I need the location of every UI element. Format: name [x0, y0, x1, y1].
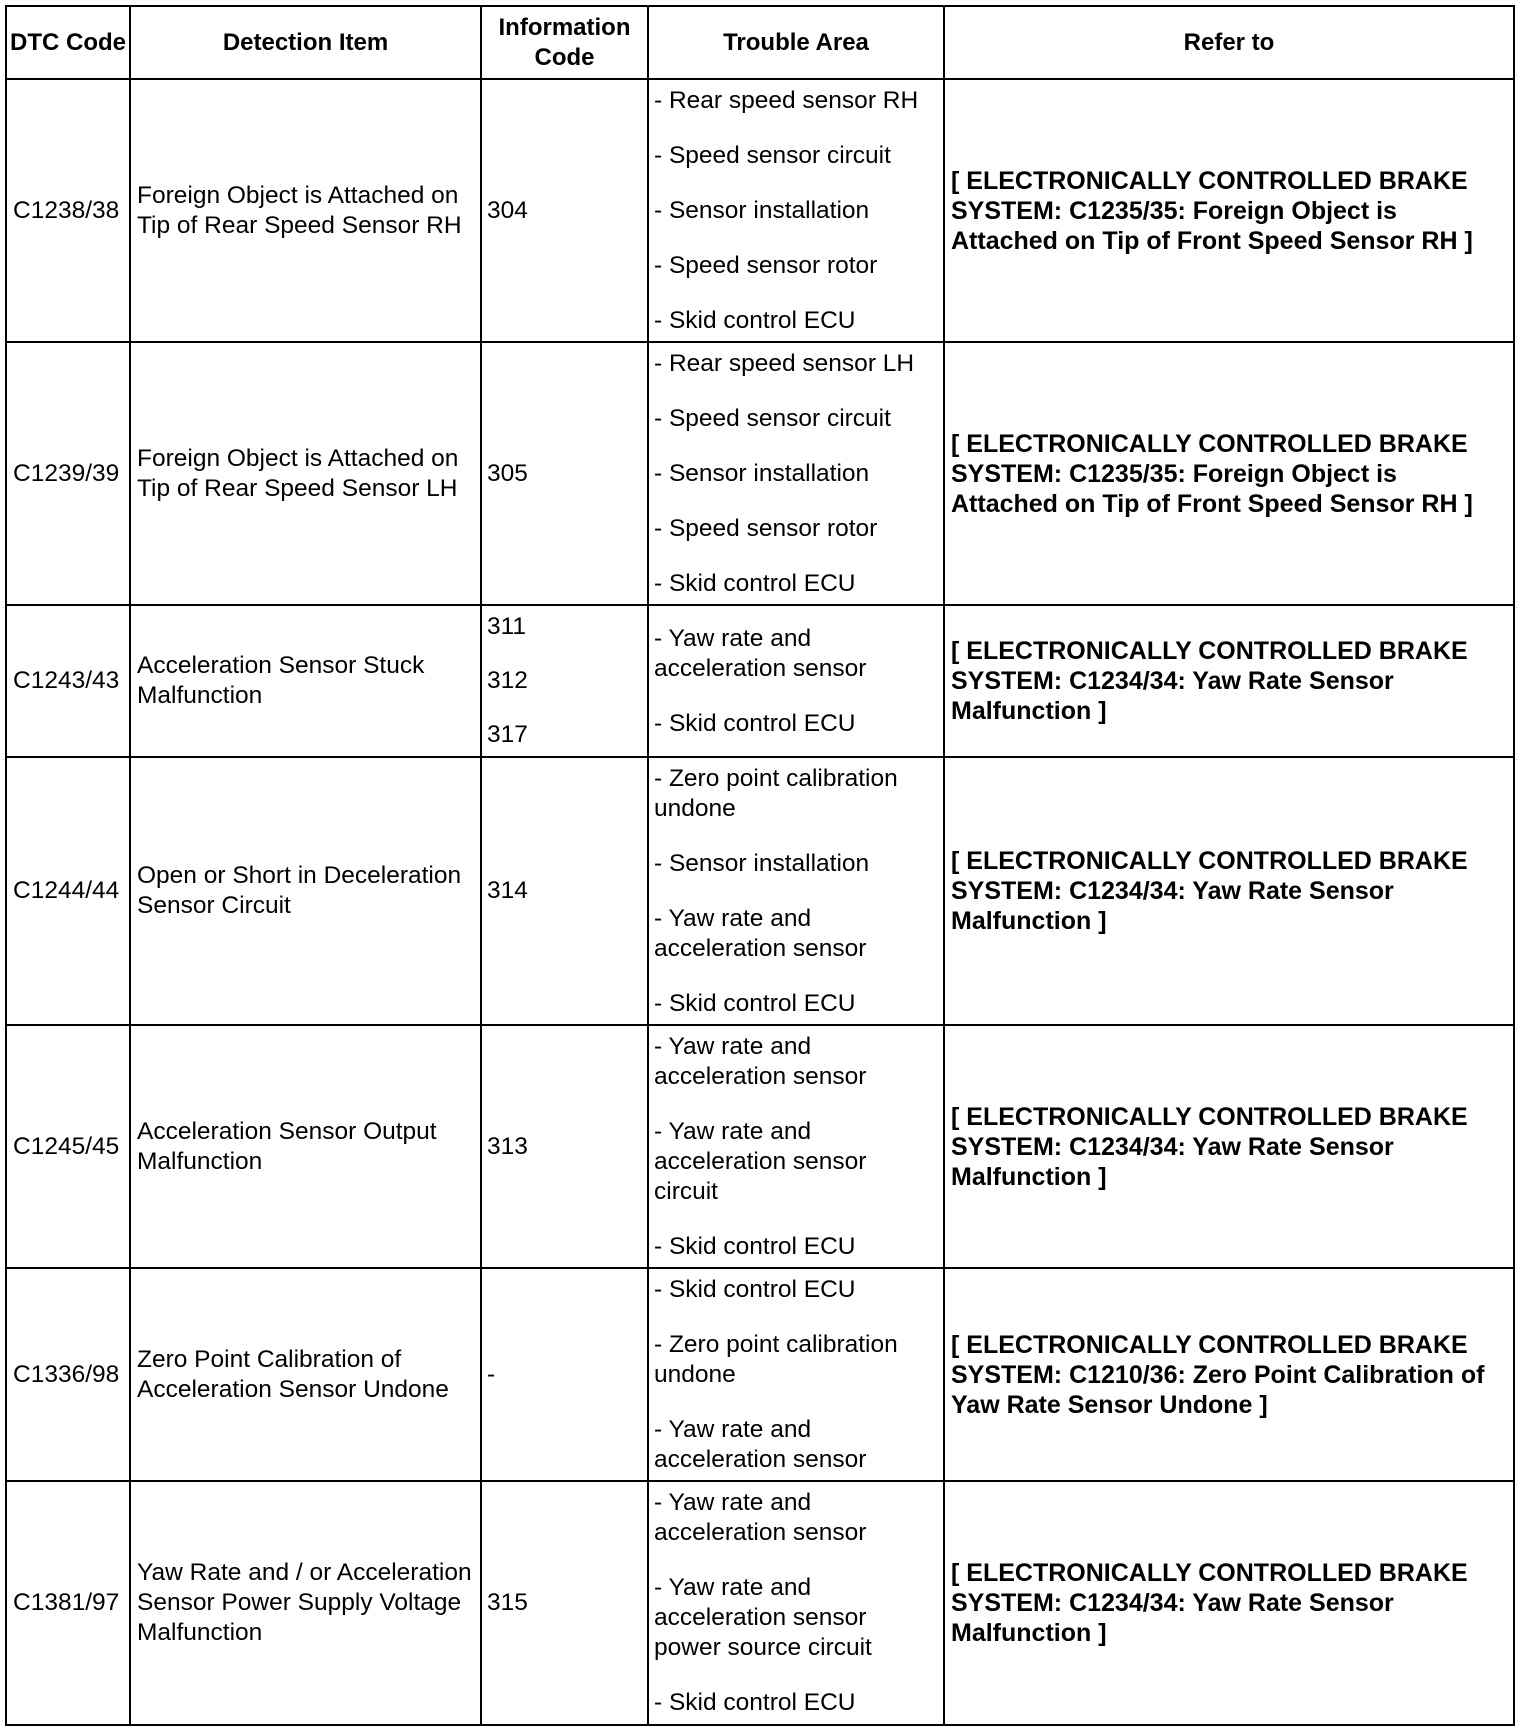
detection-item-cell: Acceleration Sensor Output Malfunction — [130, 1025, 481, 1268]
trouble-area-item: - Yaw rate and acceleration sensor — [654, 1489, 867, 1546]
header-refer-to: Refer to — [944, 6, 1514, 79]
detection-item-cell: Acceleration Sensor Stuck Malfunction — [130, 605, 481, 757]
header-detection-item: Detection Item — [130, 6, 481, 79]
trouble-area-item: - Skid control ECU — [654, 989, 856, 1017]
refer-to-cell: [ ELECTRONICALLY CONTROLLED BRAKE SYSTEM: C1210/36: Zero Point Calibration of Yaw Rate Sensor Undone ] — [944, 1268, 1514, 1481]
refer-to-cell: [ ELECTRONICALLY CONTROLLED BRAKE SYSTEM: C1235/35: Foreign Object is Attached on Tip of Front Speed Sensor RH ] — [944, 79, 1514, 342]
information-code: - — [487, 1360, 496, 1388]
information-code-cell — [481, 605, 648, 757]
trouble-area-item: - Zero point calibration undone — [654, 1330, 898, 1388]
trouble-area-item: - Sensor installation — [654, 459, 870, 487]
refer-to-cell: [ ELECTRONICALLY CONTROLLED BRAKE SYSTEM: C1235/35: Foreign Object is Attached on Tip of Front Speed Sensor RH ] — [944, 342, 1514, 605]
trouble-area-cell — [648, 1481, 944, 1725]
trouble-area-item: - Yaw rate and acceleration sensor — [654, 1032, 867, 1090]
table-row — [6, 342, 1514, 605]
trouble-area-cell — [648, 757, 944, 1025]
header-row — [6, 6, 1514, 79]
header-dtc-code: DTC Code — [6, 6, 130, 79]
table-row — [6, 1268, 1514, 1481]
dtc-table — [5, 5, 1515, 1726]
information-code-cell — [481, 1481, 648, 1725]
refer-to-cell: [ ELECTRONICALLY CONTROLLED BRAKE SYSTEM: C1234/34: Yaw Rate Sensor Malfunction ] — [944, 1481, 1514, 1725]
trouble-area-item: - Speed sensor rotor — [654, 251, 878, 279]
detection-item-cell: Yaw Rate and / or Acceleration Sensor Power Supply Voltage Malfunction — [130, 1481, 481, 1725]
trouble-area-item: - Skid control ECU — [654, 1232, 856, 1260]
table-row — [6, 1481, 1514, 1725]
trouble-area-item: - Rear speed sensor LH — [654, 349, 915, 377]
trouble-area-item: - Speed sensor circuit — [654, 141, 891, 169]
information-code: 315 — [487, 1589, 528, 1616]
table-row — [6, 79, 1514, 342]
trouble-area-cell — [648, 79, 944, 342]
detection-item-cell: Foreign Object is Attached on Tip of Rear Speed Sensor RH — [130, 79, 481, 342]
trouble-area-item: - Yaw rate and acceleration sensor — [654, 624, 867, 682]
information-code-cell — [481, 1025, 648, 1268]
information-code: 317 — [487, 721, 528, 748]
dtc-code-cell: C1245/45 — [6, 1025, 130, 1268]
detection-item-cell: Zero Point Calibration of Acceleration Sensor Undone — [130, 1268, 481, 1481]
table-row — [6, 605, 1514, 757]
trouble-area-cell — [648, 1268, 944, 1481]
trouble-area-item: - Rear speed sensor RH — [654, 86, 919, 114]
information-code: 312 — [487, 667, 528, 694]
information-code: 313 — [487, 1132, 528, 1160]
information-code: 304 — [487, 196, 528, 224]
trouble-area-item: - Yaw rate and acceleration sensor — [654, 1415, 867, 1473]
dtc-code-cell: C1244/44 — [6, 757, 130, 1025]
trouble-area-item: - Yaw rate and acceleration sensor — [654, 904, 867, 962]
trouble-area-item: - Yaw rate and acceleration sensor power source circuit — [654, 1574, 872, 1661]
header-information-code: Information Code — [481, 6, 648, 79]
trouble-area-item: - Skid control ECU — [654, 709, 856, 737]
dtc-table-container — [5, 5, 1513, 1726]
trouble-area-item: - Speed sensor circuit — [654, 404, 891, 432]
refer-to-cell: [ ELECTRONICALLY CONTROLLED BRAKE SYSTEM: C1234/34: Yaw Rate Sensor Malfunction ] — [944, 757, 1514, 1025]
trouble-area-item: - Sensor installation — [654, 849, 870, 877]
information-code: 311 — [487, 613, 527, 640]
trouble-area-item: - Skid control ECU — [654, 569, 856, 597]
refer-to-cell: [ ELECTRONICALLY CONTROLLED BRAKE SYSTEM: C1234/34: Yaw Rate Sensor Malfunction ] — [944, 1025, 1514, 1268]
dtc-code-cell: C1243/43 — [6, 605, 130, 757]
trouble-area-item: - Speed sensor rotor — [654, 514, 878, 542]
information-code-cell — [481, 79, 648, 342]
refer-to-cell: [ ELECTRONICALLY CONTROLLED BRAKE SYSTEM: C1234/34: Yaw Rate Sensor Malfunction ] — [944, 605, 1514, 757]
table-row — [6, 757, 1514, 1025]
information-code: 314 — [487, 877, 528, 904]
header-trouble-area: Trouble Area — [648, 6, 944, 79]
trouble-area-cell — [648, 342, 944, 605]
trouble-area-item: - Skid control ECU — [654, 1689, 856, 1716]
dtc-code-cell: C1381/97 — [6, 1481, 130, 1725]
trouble-area-cell — [648, 1025, 944, 1268]
information-code-cell — [481, 757, 648, 1025]
detection-item-cell: Foreign Object is Attached on Tip of Rear Speed Sensor LH — [130, 342, 481, 605]
trouble-area-item: - Skid control ECU — [654, 306, 856, 334]
trouble-area-item: - Sensor installation — [654, 196, 870, 224]
trouble-area-item: - Skid control ECU — [654, 1275, 856, 1303]
information-code-cell — [481, 342, 648, 605]
dtc-code-cell: C1239/39 — [6, 342, 130, 605]
detection-item-cell: Open or Short in Deceleration Sensor Circuit — [130, 757, 481, 1025]
table-row — [6, 1025, 1514, 1268]
table-body — [6, 79, 1514, 1725]
dtc-code-cell: C1238/38 — [6, 79, 130, 342]
information-code-cell — [481, 1268, 648, 1481]
trouble-area-item: - Yaw rate and acceleration sensor circuit — [654, 1117, 867, 1205]
trouble-area-cell — [648, 605, 944, 757]
dtc-code-cell: C1336/98 — [6, 1268, 130, 1481]
information-code: 305 — [487, 459, 528, 487]
trouble-area-item: - Zero point calibration undone — [654, 764, 898, 822]
